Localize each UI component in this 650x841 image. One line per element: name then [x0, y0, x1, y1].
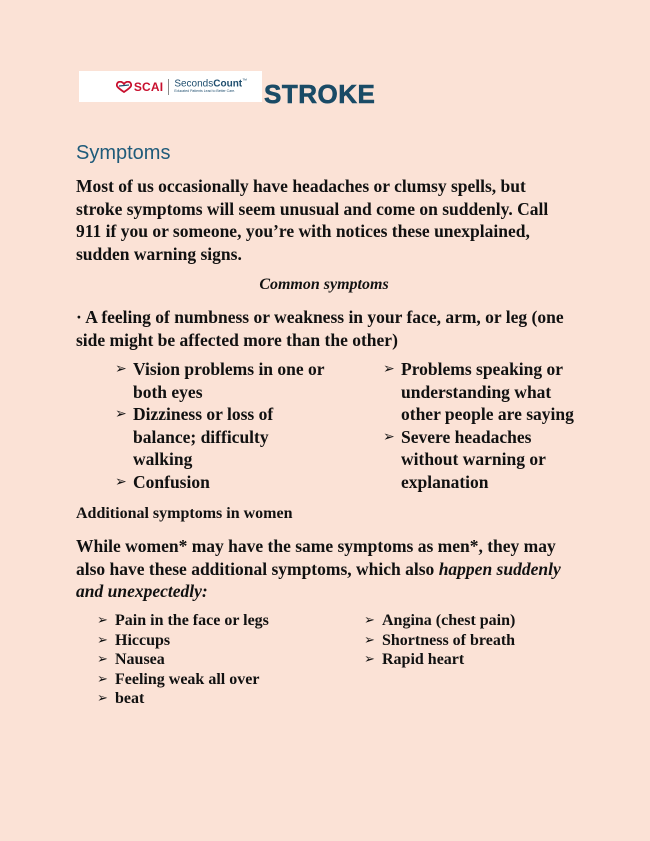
list-item — [115, 358, 325, 403]
secondscount-logo — [174, 79, 247, 94]
list-item-text: Hiccups — [115, 631, 171, 649]
women-intro-emphasis: happen suddenly and unexpectedly: — [76, 558, 561, 601]
scai-secondscount-logo — [79, 71, 262, 102]
arrow-bullet-icon: ➢ — [97, 613, 108, 628]
list-item — [97, 689, 317, 709]
list-item-text: Shortness of breath — [382, 631, 516, 649]
arrow-bullet-icon: ➢ — [97, 691, 108, 706]
arrow-bullet-icon: ➢ — [364, 632, 375, 648]
list-item-text: Pain in the face or legs — [115, 612, 269, 629]
arrow-bullet-icon: ➢ — [383, 428, 395, 445]
list-item — [97, 670, 317, 690]
arrow-bullet-icon: ➢ — [115, 361, 127, 377]
women-symptoms-heading: Additional symptoms in women — [76, 505, 293, 522]
arrow-bullet-icon: ➢ — [97, 671, 108, 687]
list-item-text: Feeling weak all over — [115, 670, 260, 688]
list-item — [364, 611, 584, 631]
section-title: Symptoms — [76, 142, 171, 164]
women-symptoms-left-list — [97, 611, 317, 709]
women-intro-paragraph — [76, 535, 576, 603]
numbness-text: A feeling of numbness or weakness in your face, arm, or leg (one side might be affected more than the other) — [76, 307, 564, 350]
list-item-text: Severe headaches without warning or explanation — [401, 426, 546, 492]
arrow-bullet-icon: ➢ — [364, 652, 375, 667]
list-item-text: Vision problems in one or both eyes — [133, 359, 325, 402]
common-symptoms-left-list — [115, 358, 325, 493]
women-symptoms-right-list — [364, 611, 584, 670]
list-item — [115, 403, 325, 471]
list-item — [97, 650, 317, 670]
common-symptoms-heading: Common symptoms — [259, 276, 389, 293]
page-header — [79, 71, 376, 109]
list-item-text: Rapid heart — [382, 651, 465, 668]
list-item — [364, 650, 584, 670]
heart-icon — [116, 81, 132, 93]
arrow-bullet-icon: ➢ — [383, 361, 395, 377]
arrow-bullet-icon: ➢ — [115, 406, 127, 422]
intro-paragraph: Most of us occasionally have headaches or clumsy spells, but stroke symptoms will seem unusual and come on suddenly. Call 911 if you or someone, you’re with notices these unexplained, sudden warning signs. — [76, 176, 549, 264]
numbness-bullet — [76, 306, 576, 351]
list-item-text: beat — [115, 690, 145, 707]
list-item-text: Confusion — [133, 471, 210, 492]
list-item — [97, 631, 317, 651]
brand-bold: Count — [213, 78, 243, 90]
scai-text: SCAI — [133, 79, 164, 94]
arrow-bullet-icon: ➢ — [97, 652, 108, 667]
list-item — [364, 631, 584, 651]
list-item — [383, 426, 583, 494]
list-item — [97, 611, 317, 631]
arrow-bullet-icon: ➢ — [97, 632, 108, 648]
list-item-text: Nausea — [115, 651, 165, 668]
list-item-text: Angina (chest pain) — [382, 612, 516, 629]
list-item-text: Dizziness or loss of balance; difficulty walking — [133, 404, 274, 469]
list-item — [383, 358, 583, 426]
women-intro-text: While women* may have the same symptoms as men*, they may also have these additional symptoms, which also — [76, 536, 556, 579]
logo-divider — [168, 79, 169, 95]
logo-tagline: Educated Patients Lead to Better Care. — [174, 89, 236, 94]
brand-regular: Seconds — [174, 78, 214, 90]
list-item — [115, 471, 325, 494]
arrow-bullet-icon: ➢ — [364, 613, 375, 628]
common-symptoms-right-list — [383, 358, 583, 493]
dot-bullet-icon: · — [76, 307, 82, 327]
trademark: ™ — [242, 78, 248, 85]
page-title: STROKE — [264, 79, 376, 109]
scai-logo — [116, 80, 163, 94]
arrow-bullet-icon: ➢ — [115, 473, 127, 490]
list-item-text: Problems speaking or understanding what other people are saying — [401, 359, 574, 424]
secondscount-name — [174, 79, 247, 89]
